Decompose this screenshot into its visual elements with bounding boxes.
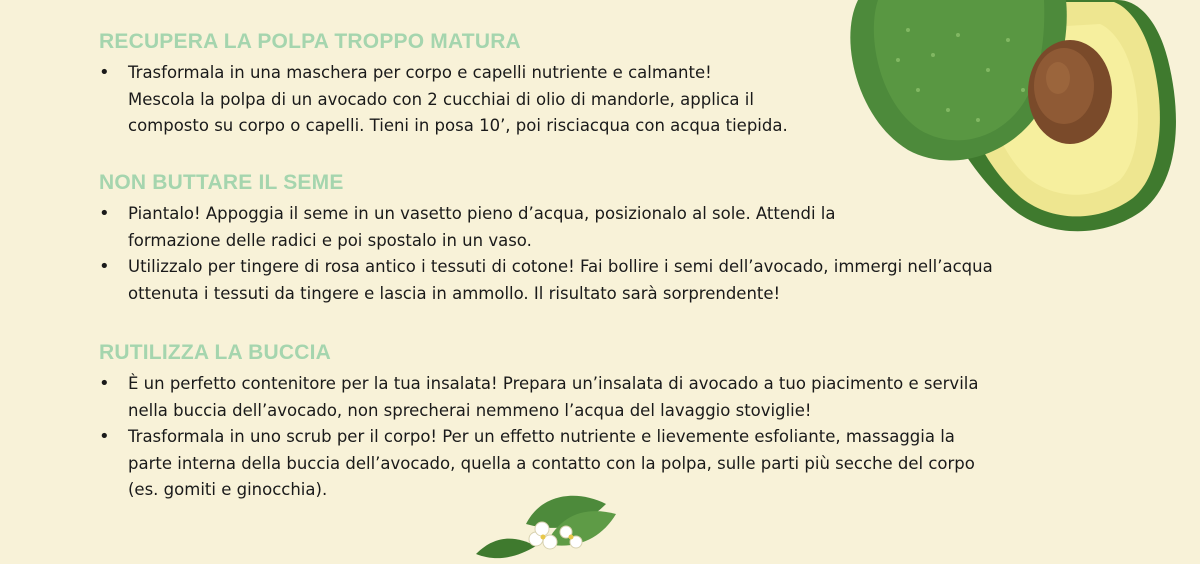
bullet-list-buccia (99, 371, 978, 504)
bullet-list-seme (99, 201, 993, 307)
list-item: • Piantalo! Appoggia il seme in un vasetto pieno d’acqua, posizionalo al sole. Attendi la formazione delle radici e poi spostalo in un vaso. (99, 201, 993, 254)
list-item: • È un perfetto contenitore per la tua insalata! Prepara un’insalata di avocado a tuo piacimento e servila nella buccia dell’avocado, non sprecherai nemmeno l’acqua del lavaggio stoviglie! (99, 371, 978, 424)
section-heading-buccia: RUTILIZZA LA BUCCIA (99, 341, 332, 364)
section-heading-polpa: RECUPERA LA POLPA TROPPO MATURA (99, 30, 521, 53)
bullet-list-polpa (99, 60, 788, 140)
section-heading-seme: NON BUTTARE IL SEME (99, 171, 344, 194)
list-item: • Trasformala in uno scrub per il corpo! Per un effetto nutriente e lievemente esfoliante, massaggia la parte interna della buccia dell’avocado, quella a contatto con la polpa, sulle parti più secche del corpo (es. gomiti e ginocchia). (99, 424, 978, 504)
list-item: • Utilizzalo per tingere di rosa antico i tessuti di cotone! Fai bollire i semi dell’avocado, immergi nell’acqua ottenuta i tessuti da tingere e lascia in ammollo. Il risultato sarà sorprendente! (99, 254, 993, 307)
list-item: • Trasformala in una maschera per corpo e capelli nutriente e calmante! Mescola la polpa di un avocado con 2 cucchiai di olio di mandorle, applica il composto su corpo o capelli. Tieni in posa 10’, poi risciacqua con acqua tiepida. (99, 60, 788, 140)
